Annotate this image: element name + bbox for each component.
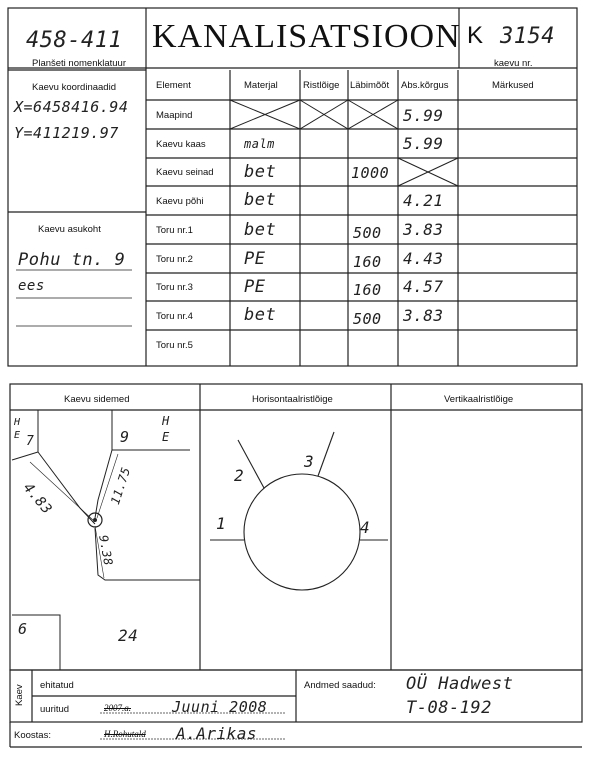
cell-labimoot: 500 [353, 224, 382, 242]
ties-label-e1: E [14, 430, 21, 441]
coordinate-x: X=6458416.94 [14, 98, 129, 116]
cell-materjal: malm [244, 137, 275, 151]
pipe-label-1: 1 [216, 514, 227, 533]
row-element: Toru nr.2 [156, 254, 193, 265]
cell-materjal: bet [244, 305, 277, 325]
coordinate-y: Y=411219.97 [14, 124, 119, 142]
col-header-korgus: Abs.kõrgus [401, 80, 449, 91]
cell-materjal: bet [244, 162, 277, 182]
ties-label-h1: H [14, 417, 21, 428]
row-element: Toru nr.3 [156, 282, 193, 293]
row-element: Toru nr.4 [156, 311, 193, 322]
row-element: Toru nr.1 [156, 225, 193, 236]
ties-label-9: 9 [120, 428, 130, 446]
andmed-company: OÜ Hadwest [406, 674, 514, 694]
cell-korgus: 4.43 [403, 249, 444, 268]
cell-korgus: 3.83 [403, 306, 444, 325]
uuritud-label: uuritud [40, 704, 70, 715]
ties-title: Kaevu sidemed [64, 394, 130, 405]
well-circle [244, 474, 360, 590]
tie-distance-3: 9.38 [96, 534, 116, 567]
cell-materjal: PE [244, 277, 266, 297]
col-header-markused: Märkused [492, 80, 534, 91]
andmed-label: Andmed saadud: [304, 680, 376, 691]
horizontal-section-title: Horisontaalristlõige [252, 394, 333, 405]
coordinates-label: Kaevu koordinaadid [32, 82, 116, 93]
cell-korgus: 3.83 [403, 220, 444, 239]
well-label: kaevu nr. [494, 58, 533, 69]
location-label: Kaevu asukoht [38, 224, 101, 235]
andmed-code: T-08-192 [406, 698, 492, 718]
sheet-label: Planšeti nomenklatuur [32, 58, 126, 69]
page-title: KANALISATSIOON [152, 18, 461, 55]
well-prefix: K [467, 22, 484, 49]
col-header-ristloige: Ristlõige [303, 80, 340, 91]
pipe-label-2: 2 [234, 466, 245, 485]
ties-label-h2: H [162, 414, 170, 428]
cell-korgus: 5.99 [403, 106, 444, 125]
row-element: Kaevu põhi [156, 196, 204, 207]
vertical-section-title: Vertikaalristlõige [444, 394, 514, 405]
cell-labimoot: 500 [353, 310, 382, 328]
koostas-value: A.Arikas [176, 724, 258, 743]
cell-materjal: bet [244, 190, 277, 210]
pipe-label-4: 4 [360, 518, 371, 537]
col-header-element: Element [156, 80, 191, 91]
koostas-label: Koostas: [14, 730, 51, 741]
ties-label-6: 6 [18, 620, 28, 638]
cell-korgus: 5.99 [403, 134, 444, 153]
col-header-labimoot: Läbimõõt [350, 80, 390, 91]
cell-korgus: 4.21 [403, 191, 444, 210]
ties-label-7: 7 [26, 434, 35, 449]
ehitatud-label: ehitatud [40, 680, 74, 691]
location-line-2: ees [18, 278, 45, 294]
uuritud-value: Juuni 2008 [172, 698, 268, 716]
cell-labimoot: 160 [353, 253, 382, 271]
ties-label-24: 24 [118, 626, 139, 645]
kaev-label: Kaev [14, 684, 25, 706]
location-line-1: Pohu tn. 9 [18, 250, 126, 270]
koostas-printed: H.Rohutald [104, 729, 146, 739]
row-element: Toru nr.5 [156, 340, 193, 351]
col-header-materjal: Materjal [244, 80, 278, 91]
cell-materjal: PE [244, 249, 266, 269]
cell-materjal: bet [244, 220, 277, 240]
pipe-label-3: 3 [304, 452, 315, 471]
sheet-number: 458-411 [26, 28, 123, 53]
row-element: Maapind [156, 110, 193, 121]
cell-korgus: 4.57 [403, 277, 444, 296]
ties-label-e2: E [162, 430, 170, 444]
tie-distance-1: 4.83 [19, 480, 55, 518]
row-element: Kaevu seinad [156, 167, 214, 178]
cell-labimoot: 160 [353, 281, 382, 299]
printed-year: 2007.a. [104, 703, 131, 713]
cell-labimoot: 1000 [351, 164, 390, 182]
row-element: Kaevu kaas [156, 139, 206, 150]
tie-distance-2: 11.75 [108, 465, 134, 507]
well-number: 3154 [500, 24, 555, 49]
